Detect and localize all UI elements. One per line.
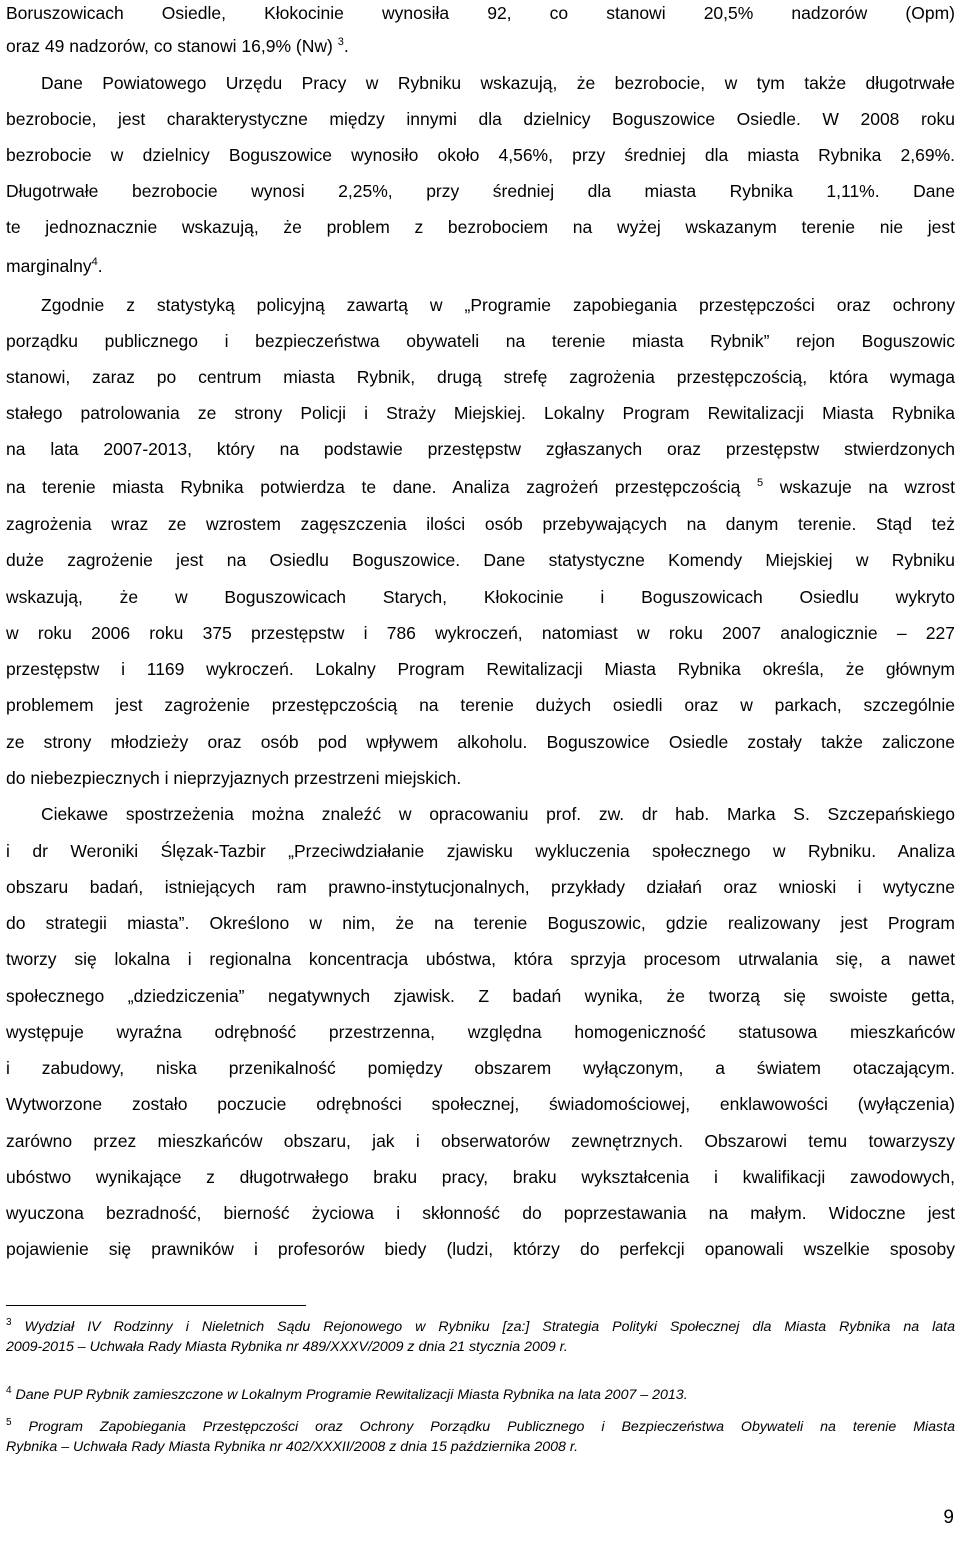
footnote-mark: 4 [6, 1385, 12, 1396]
body-line: te jednoznacznie wskazują, że problem z bezrobociem na wyżej wskazanym terenie nie jest [6, 217, 955, 237]
body-line: porządku publicznego i bezpieczeństwa obywateli na terenie miasta Rybnik” rejon Boguszowic [6, 331, 955, 351]
footnote-line [6, 1385, 955, 1405]
body-line: w roku 2006 roku 375 przestępstw i 786 wykroczeń, natomiast w roku 2007 analogicznie – 227 [6, 623, 955, 643]
body-line: problemem jest zagrożenie przestępczością na terenie dużych osiedli oraz w parkach, szczególnie [6, 695, 955, 715]
footnote-line: 2009-2015 – Uchwała Rady Miasta Rybnika nr 489/XXXV/2009 z dnia 21 stycznia 2009 r. [6, 1339, 568, 1355]
body-line: Dane Powiatowego Urzędu Pracy w Rybniku wskazują, że bezrobocie, w tym także długotrwałe [41, 73, 955, 93]
body-line: tworzy się lokalna i regionalna koncentracja ubóstwa, która sprzyja procesom utrwalania się, a nawet [6, 949, 955, 969]
body-line-text: marginalny [6, 256, 92, 276]
body-line: do niebezpiecznych i nieprzyjaznych przestrzeni miejskich. [6, 768, 462, 788]
body-line: występuje wyraźna odrębność przestrzenna, względna homogeniczność statusowa mieszkańców [6, 1022, 955, 1042]
body-line: Wytworzone zostało poczucie odrębności społecznej, świadomościowej, enklawowości (wyłączenia) [6, 1094, 955, 1114]
body-line: na lata 2007-2013, który na podstawie przestępstw zgłaszanych oraz przestępstw stwierdzonych [6, 439, 955, 459]
body-line: bezrobocie, jest charakterystyczne między innymi dla dzielnicy Boguszowice Osiedle. W 2008 roku [6, 109, 955, 129]
footnote-5 [6, 1417, 955, 1457]
footnote-3 [6, 1317, 955, 1357]
body-line: Zgodnie z statystyką policyjną zawartą w „Programie zapobiegania przestępczości oraz ochrony [41, 295, 955, 315]
footnote-ref-4: 4 [91, 256, 98, 268]
body-line: wskazują, że w Boguszowicach Starych, Kłokocinie i Boguszowicach Osiedlu wykryto [6, 587, 955, 607]
body-line: ubóstwo wynikające z długotrwałego braku pracy, braku wykształcenia i kwalifikacji zawodowych, [6, 1167, 955, 1187]
body-line-text: na terenie miasta Rybnika potwierdza te dane. Analiza zagrożeń przestępczością [6, 477, 741, 497]
body-line: duże zagrożenie jest na Osiedlu Boguszowice. Dane statystyczne Komendy Miejskiej w Rybniku [6, 550, 955, 570]
body-line-text: oraz 49 nadzorów, co stanowi 16,9% (Nw) [6, 36, 333, 56]
footnote-text: Dane PUP Rybnik zamieszczone w Lokalnym Programie Rewitalizacji Miasta Rybnika na lata 2007 – 2013. [15, 1387, 688, 1403]
body-line: i dr Weroniki Ślęzak-Tazbir „Przeciwdziałanie zjawisku wykluczenia społecznego w Rybniku. Analiza [6, 841, 955, 861]
body-line [6, 474, 955, 500]
body-line: stanowi, zaraz po centrum miasta Rybnik, drugą strefę zagrożenia przestępczością, która wymaga [6, 367, 955, 387]
body-line: stałego patrolowania ze strony Policji i Straży Miejskiej. Lokalny Program Rewitalizacji Miasta Rybnika [6, 403, 955, 423]
body-line: marginalny$^4$. [6, 256, 103, 276]
footnote-line: Rybnika – Uchwała Rady Miasta Rybnika nr 402/XXXII/2008 z dnia 15 października 2008 r. [6, 1439, 579, 1455]
footnote-ref-3: 3 [337, 36, 344, 48]
footnote-text: Wydział IV Rodzinny i Nieletnich Sądu Rejonowego w Rybniku [za:] Strategia Polityki Społecznej dla Miasta Rybnika na lata [24, 1319, 955, 1335]
body-line: Boruszowicach Osiedle, Kłokocinie wynosiła 92, co stanowi 20,5% nadzorów (Opm) [6, 3, 955, 23]
body-line: ze strony młodzieży oraz osób pod wpływem alkoholu. Boguszowice Osiedle zostały także zaliczone [6, 732, 955, 752]
footnote-text: Program Zapobiegania Przestępczości oraz Ochrony Porządku Publicznego i Bezpieczeństwa Obywateli na terenie Miasta [28, 1419, 955, 1435]
body-line: bezrobocie w dzielnicy Boguszowice wynosiło około 4,56%, przy średniej dla miasta Rybnika 2,69%. [6, 145, 955, 165]
body-line: Ciekawe spostrzeżenia można znaleźć w opracowaniu prof. zw. dr hab. Marka S. Szczepańskiego [41, 804, 955, 824]
body-line: wyuczona bezradność, bierność życiowa i skłonność do poprzestawania na małym. Widoczne jest [6, 1203, 955, 1223]
footnote-4 [6, 1385, 955, 1405]
body-line: do strategii miasta”. Określono w nim, że na terenie Boguszowic, gdzie realizowany jest Program [6, 913, 955, 933]
body-line: przestępstw i 1169 wykroczeń. Lokalny Program Rewitalizacji Miasta Rybnika określa, że głównym [6, 659, 955, 679]
body-line: zarówno przez mieszkańców obszaru, jak i obserwatorów zewnętrznych. Obszarowi temu towarzyszy [6, 1131, 955, 1151]
footnote-ref-5: 5 [756, 477, 764, 489]
body-line: i zabudowy, niska przenikalność pomiędzy obszarem wyłączonym, a światem otaczającym. [6, 1058, 955, 1078]
footnote-line [6, 1317, 955, 1337]
body-line: Długotrwałe bezrobocie wynosi 2,25%, przy średniej dla miasta Rybnika 1,11%. Dane [6, 181, 955, 201]
body-line: oraz 49 nadzorów, co stanowi 16,9% (Nw) $^3$. [6, 36, 349, 56]
footnote-mark: 3 [6, 1317, 12, 1328]
footnote-separator [6, 1305, 306, 1306]
footnote-mark: 5 [6, 1417, 12, 1428]
body-line: pojawienie się prawników i profesorów biedy (ludzi, którzy do perfekcji opanowali wszelkie sposoby [6, 1239, 955, 1259]
body-line-text: wskazuje na wzrost [779, 477, 955, 497]
body-line: społecznego „dziedziczenia” negatywnych zjawisk. Z badań wynika, że tworzą się swoiste getta, [6, 986, 955, 1006]
body-line: obszaru badań, istniejących ram prawno-instytucjonalnych, przykłady działań oraz wnioski i wytyczne [6, 877, 955, 897]
footnote-line [6, 1417, 955, 1437]
page-number: 9 [943, 1507, 954, 1528]
body-line: zagrożenia wraz ze wzrostem zagęszczenia ilości osób przebywających na danym terenie. Stąd też [6, 514, 955, 534]
